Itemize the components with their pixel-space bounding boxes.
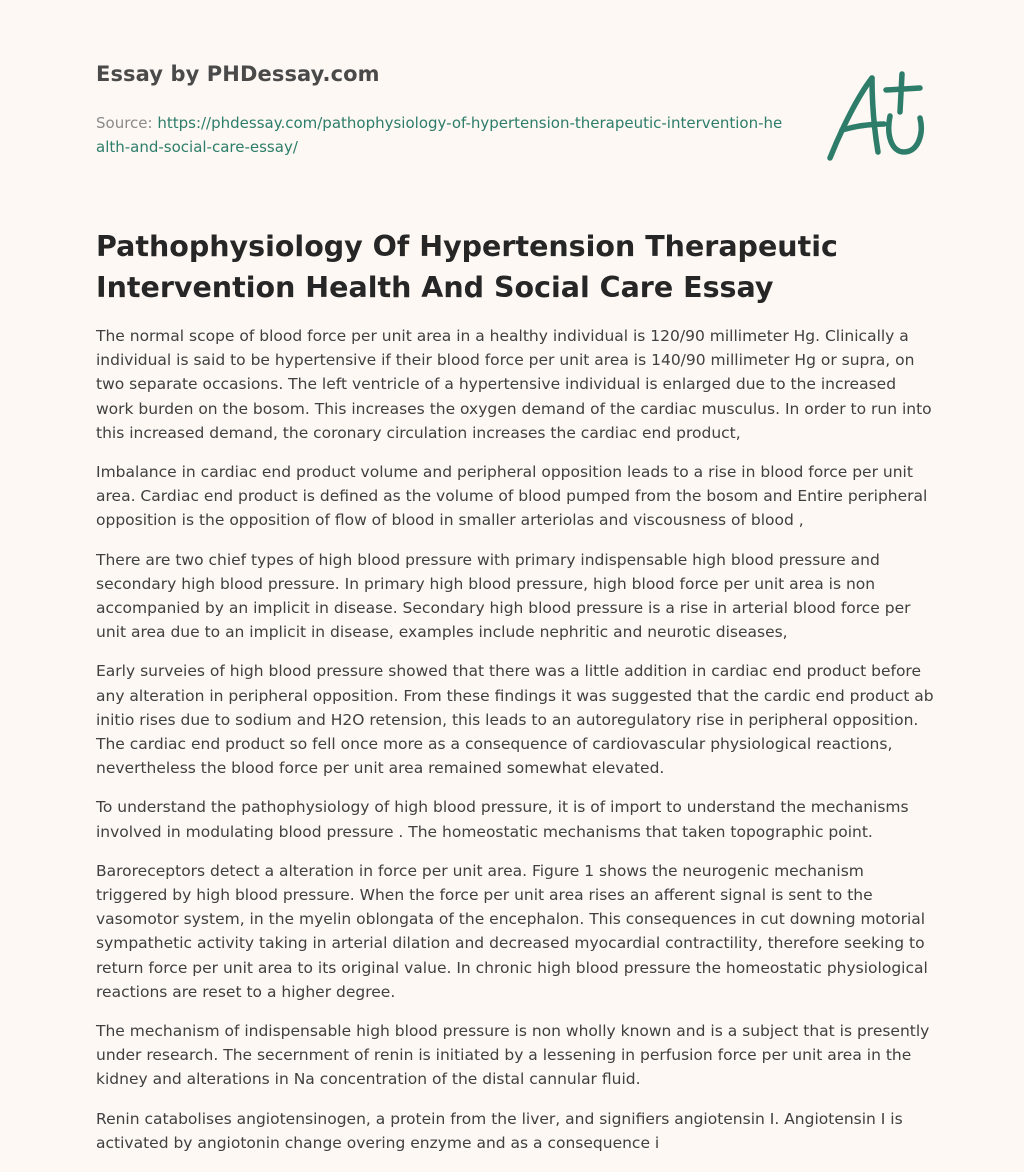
paragraph: Early surveies of high blood pressure showed that there was a little addition in cardiac end product before any alteration in peripheral opposition. From these findings it was suggested that the cardic end product ab initio rises due to sodium and H2O retension, this leads to an autoregulatory rise in peripheral opposition. The cardiac end product so fell once more as a consequence of cardiovascular physiological reactions, nevertheless the blood force per unit area remained somewhat elevated. xyxy=(96,662,934,778)
a-plus-grade-logo-icon xyxy=(820,66,930,166)
paragraph: There are two chief types of high blood pressure with primary indispensable high blood pressure and secondary high blood pressure. In primary high blood pressure, high blood force per unit area is non accompanied by an implicit in disease. Secondary high blood pressure is a rise in arterial blood force per unit area due to an implicit in disease, examples include nephritic and neurotic diseases, xyxy=(96,550,911,642)
paragraph: Baroreceptors detect a alteration in force per unit area. Figure 1 shows the neurogenic mechanism triggered by high blood pressure. When the force per unit area rises an afferent signal is sent to the vasomotor system, in the myelin oblongata of the encephalon. This consequences in cut downing motorial sympathetic activity taking in arterial dilation and decreased myocardial contractility, therefore seeking to return force per unit area to its original value. In chronic high blood pressure the homeostatic physiological reactions are reset to a higher degree. xyxy=(96,861,928,1001)
paragraph: Imbalance in cardiac end product volume and peripheral opposition leads to a rise in blood force per unit area. Cardiac end product is defined as the volume of blood pumped from the bosom and Entire peripheral opposition is the opposition of flow of blood in smaller arteriolas and viscousness of blood , xyxy=(96,463,928,530)
source-link[interactable]: https://phdessay.com/pathophysiology-of-hypertension-therapeutic-intervention-health-and-social-care-essay/ xyxy=(96,114,783,156)
a-plus-logo-svg xyxy=(820,66,930,166)
paragraph: The mechanism of indispensable high blood pressure is non wholly known and is a subject that is presently under research. The secernment of renin is initiated by a lessening in perfusion force per unit area in the kidney and alterations in Na concentration of the distal cannular fluid. xyxy=(96,1022,930,1089)
paragraph: Renin catabolises angiotensinogen, a protein from the liver, and signifiers angiotensin I. Angiotensin I is activated by angiotonin change overing enzyme and as a consequence i xyxy=(96,1109,903,1152)
source-label: Source: xyxy=(96,114,158,132)
paragraph: The normal scope of blood force per unit area in a healthy individual is 120/90 millimeter Hg. Clinically a individual is said to be hypertensive if their blood force per unit area is 140/90 millimeter Hg or supra, on two separate occasions. The left ventricle of a hypertensive individual is enlarged due to the increased work burden on the bosom. This increases the oxygen demand of the cardiac musculus. In order to run into this increased demand, the coronary circulation increases the cardiac end product, xyxy=(96,327,932,442)
essay-body xyxy=(96,324,936,1170)
site-title: Essay by PHDessay.com xyxy=(96,62,380,86)
source-line xyxy=(96,111,786,159)
paragraph: To understand the pathophysiology of high blood pressure, it is of import to understand the mechanisms involved in modulating blood pressure . The homeostatic mechanisms that taken topographic point. xyxy=(96,798,909,841)
essay-title: Pathophysiology Of Hypertension Therapeutic Intervention Health And Social Care Essay xyxy=(96,230,838,304)
